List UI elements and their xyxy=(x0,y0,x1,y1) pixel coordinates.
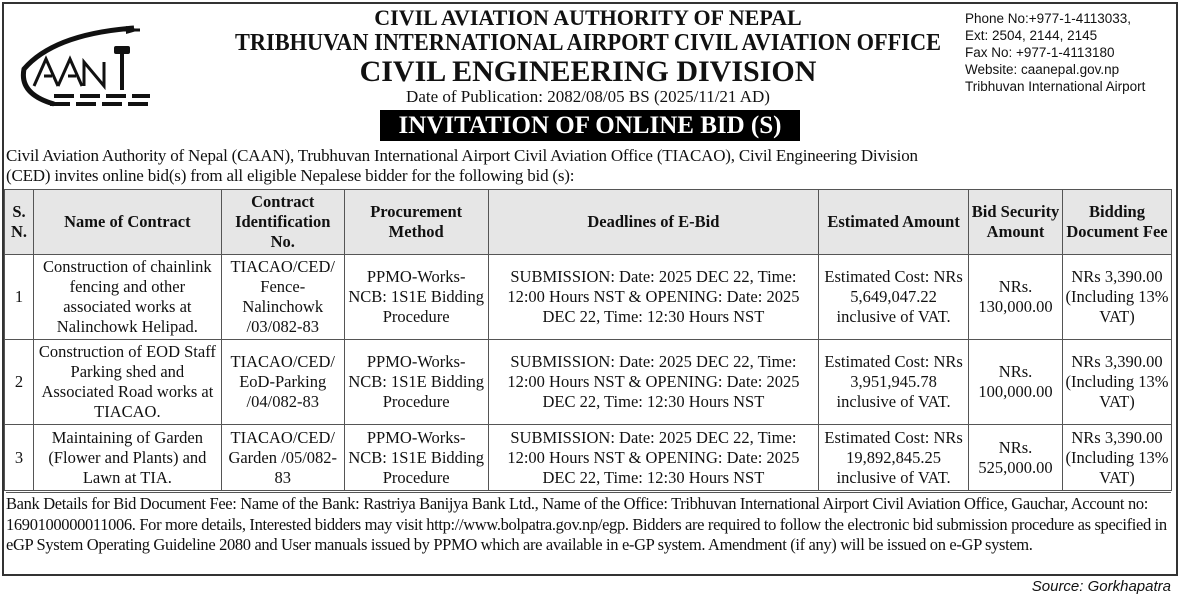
fax: Fax No: +977-1-4113180 xyxy=(965,45,1115,60)
column-header: Contract Identification No. xyxy=(221,190,344,255)
column-header: S. N. xyxy=(5,190,34,255)
division-name: CIVIL ENGINEERING DIVISION xyxy=(359,55,817,88)
column-header: Name of Contract xyxy=(33,190,221,255)
column-header: Bid Security Amount xyxy=(969,190,1063,255)
table-cell: Estimated Cost: NRs 19,892,845.25 inclusive of VAT. xyxy=(819,425,969,491)
contact-info xyxy=(965,10,1145,95)
intro-paragraph: Civil Aviation Authority of Nepal (CAAN), Trubhuvan International Airport Civil Aviation Office (TIACAO), Civil Engineering Division (CED) invites online bid(s) from all eligible Nepalese bidder for the following bid (s): xyxy=(6,146,918,185)
caan-logo xyxy=(14,14,154,109)
table-row xyxy=(5,255,1172,340)
publication-date: Date of Publication: 2082/08/05 BS (2025/11/21 AD) xyxy=(406,87,770,106)
invitation-title: INVITATION OF ONLINE BID (S) xyxy=(380,110,800,141)
bank-details: Bank Details for Bid Document Fee: Name of the Bank: Rastriya Banijya Bank Ltd., Name of the Office: Tribhuvan International Airport Civil Aviation Office, Gauchar, Account no: 1690100000011006. For more details, Interested bidders may visit http://www.bolpatra.gov.np/egp. Bidders are required to follow the electronic bid submission procedure as specified in eGP System Operating Guideline 2080 and User manuals issued by PPMO which are available in e-GP system. Amendment (if any) will be issued on e-GP system. xyxy=(6,492,1171,556)
table-header-row xyxy=(5,190,1172,255)
table-cell: Maintaining of Garden (Flower and Plants) and Lawn at TIA. xyxy=(33,425,221,491)
table-cell: PPMO-Works- NCB: 1S1E Bidding Procedure xyxy=(344,255,488,340)
phone: Phone No:+977-1-4113033, xyxy=(965,11,1132,26)
table-cell: 3 xyxy=(5,425,34,491)
website: Website: caanepal.gov.np xyxy=(965,62,1120,77)
table-cell: PPMO-Works- NCB: 1S1E Bidding Procedure xyxy=(344,425,488,491)
table-cell: NRs 3,390.00 (Including 13% VAT) xyxy=(1063,340,1172,425)
table-cell: Estimated Cost: NRs 3,951,945.78 inclusive of VAT. xyxy=(819,340,969,425)
org-name: CIVIL AVIATION AUTHORITY OF NEPAL xyxy=(374,5,802,30)
table-cell: TIACAO/CED/ EoD-Parking /04/082-83 xyxy=(221,340,344,425)
column-header: Procurement Method xyxy=(344,190,488,255)
table-cell: Construction of chainlink fencing and other associated works at Nalinchowk Helipad. xyxy=(33,255,221,340)
table-row xyxy=(5,425,1172,491)
extension: Ext: 2504, 2144, 2145 xyxy=(965,28,1098,43)
table-row xyxy=(5,340,1172,425)
table-cell: Estimated Cost: NRs 5,649,047.22 inclusive of VAT. xyxy=(819,255,969,340)
column-header: Estimated Amount xyxy=(819,190,969,255)
table-cell: NRs. 130,000.00 xyxy=(969,255,1063,340)
table-cell: NRs. 100,000.00 xyxy=(969,340,1063,425)
table-cell: NRs 3,390.00 (Including 13% VAT) xyxy=(1063,255,1172,340)
bid-table xyxy=(4,189,1172,491)
table-cell: Construction of EOD Staff Parking shed and Associated Road works at TIACAO. xyxy=(33,340,221,425)
table-cell: SUBMISSION: Date: 2025 DEC 22, Time: 12:00 Hours NST & OPENING: Date: 2025 DEC 22, Time: 12:30 Hours NST xyxy=(488,255,819,340)
table-cell: NRs. 525,000.00 xyxy=(969,425,1063,491)
column-header: Bidding Document Fee xyxy=(1063,190,1172,255)
table-cell: NRs 3,390.00 (Including 13% VAT) xyxy=(1063,425,1172,491)
address: Tribhuvan International Airport xyxy=(965,79,1146,94)
column-header: Deadlines of E-Bid xyxy=(488,190,819,255)
table-cell: TIACAO/CED/ Fence- Nalinchowk /03/082-83 xyxy=(221,255,344,340)
table-cell: SUBMISSION: Date: 2025 DEC 22, Time: 12:00 Hours NST & OPENING: Date: 2025 DEC 22, Time: 12:30 Hours NST xyxy=(488,340,819,425)
source-credit: Source: Gorkhapatra xyxy=(1031,578,1171,595)
table-cell: 2 xyxy=(5,340,34,425)
table-cell: 1 xyxy=(5,255,34,340)
table-cell: PPMO-Works- NCB: 1S1E Bidding Procedure xyxy=(344,340,488,425)
table-cell: TIACAO/CED/ Garden /05/082- 83 xyxy=(221,425,344,491)
table-cell: SUBMISSION: Date: 2025 DEC 22, Time: 12:00 Hours NST & OPENING: Date: 2025 DEC 22, Time: 12:30 Hours NST xyxy=(488,425,819,491)
office-name: TRIBHUVAN INTERNATIONAL AIRPORT CIVIL AVIATION OFFICE xyxy=(235,30,941,56)
